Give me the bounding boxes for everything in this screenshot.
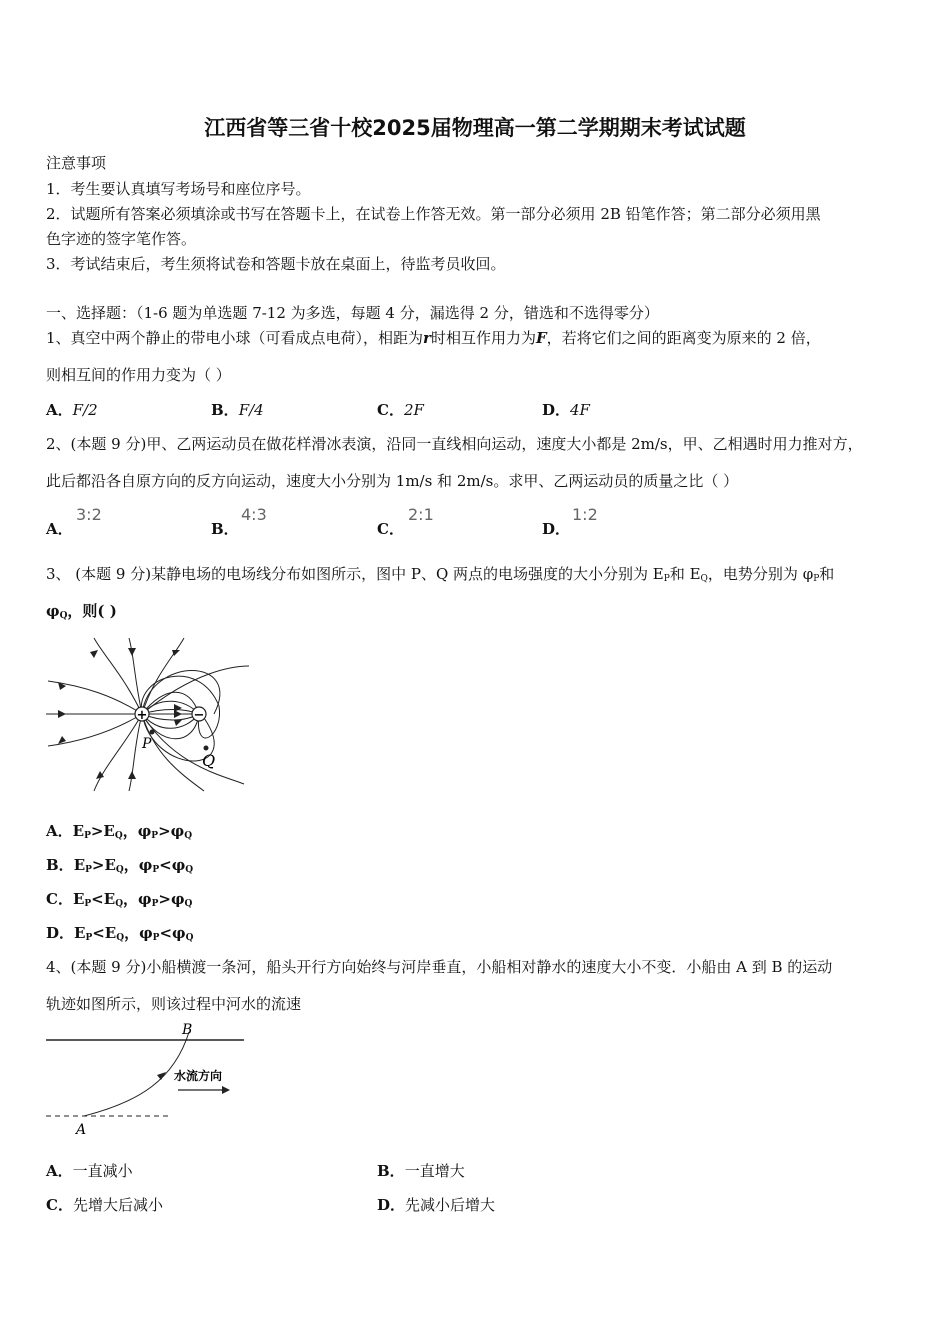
q3-option-c[interactable]: [46, 888, 192, 909]
q4-option-b[interactable]: [377, 1160, 465, 1181]
negative-charge-label: −: [193, 708, 205, 723]
q1-option-a[interactable]: [46, 399, 98, 420]
q1-option-c[interactable]: [377, 399, 424, 420]
electric-field-figure: [44, 636, 249, 794]
subscript: P: [85, 865, 92, 875]
subscript: P: [152, 865, 160, 875]
point-q-label: Q: [202, 751, 216, 770]
q3-text: 3、 (本题 9 分)某静电场的电场线分布如图所示，图中 P、Q 两点的电场强度的大小分别为 E: [46, 565, 664, 583]
option-text: <E: [92, 924, 117, 942]
point-p-label: P: [142, 736, 152, 752]
option-value: 先减小后增大: [405, 1196, 496, 1214]
option-label: C．: [46, 1196, 73, 1214]
q2-option-b-value: 4:3: [241, 505, 267, 524]
subscript: P: [813, 574, 820, 584]
q3-text: ，电势分别为 φ: [707, 565, 814, 583]
subscript: P: [151, 899, 159, 909]
option-value: 先增大后减小: [72, 1196, 163, 1214]
q2-option-a-value: 3:2: [76, 505, 102, 524]
subscript: P: [84, 899, 92, 909]
q2-option-d[interactable]: [542, 518, 570, 539]
flow-arrow-head: [222, 1086, 230, 1094]
question-3-stem: [46, 563, 834, 584]
option-label: D．: [377, 1196, 406, 1214]
q1-text: ，若将它们之间的距离变为原来的 2 倍，: [546, 329, 821, 347]
option-label: A．: [46, 1162, 73, 1180]
q2-option-b[interactable]: [211, 518, 239, 539]
subscript: Q: [184, 899, 193, 909]
subscript: P: [152, 933, 160, 943]
q1-text: 1、真空中两个静止的带电小球（可看成点电荷），相距为: [46, 329, 424, 347]
question-3-stem-line2: [46, 600, 117, 621]
subscript: Q: [114, 831, 123, 841]
option-value: F/2: [72, 401, 98, 419]
notice-item: 1．考生要认真填写考场号和座位序号。: [46, 180, 311, 198]
subscript: P: [151, 831, 159, 841]
q2-option-c[interactable]: [377, 518, 404, 539]
field-line: [142, 666, 249, 714]
flow-direction-label: 水流方向: [174, 1069, 223, 1083]
q1-var-r: r: [423, 329, 431, 347]
notice-item: 3．考试结束后，考生须将试卷和答题卡放在桌面上，待监考员收回。: [46, 255, 506, 273]
question-4-stem-line2: 轨迹如图所示，则该过程中河水的流速: [46, 995, 302, 1013]
trajectory-arrow: [157, 1072, 166, 1080]
question-1-stem-line2: 则相互间的作用力变为（ ）: [46, 366, 231, 384]
river-crossing-figure: [44, 1020, 254, 1140]
option-text: >φ: [158, 890, 185, 908]
q3-text: 和: [819, 565, 835, 583]
q3-text: ，则( ): [67, 602, 117, 620]
q4-option-a[interactable]: [46, 1160, 133, 1181]
option-value: 一直减小: [72, 1162, 133, 1180]
option-label: A．: [46, 520, 73, 538]
option-label: B．: [211, 401, 239, 419]
notice-item: 2．试题所有答案必须填涂或书写在答题卡上，在试卷上作答无效。第一部分必须用 2B 铅笔作答；第二部分必须用黑: [46, 205, 821, 223]
q2-option-c-value: 2:1: [408, 505, 434, 524]
field-line: [142, 714, 244, 784]
option-label: C．: [46, 890, 73, 908]
option-value: 4F: [570, 401, 590, 419]
subscript: P: [663, 574, 670, 584]
question-2-stem-line2: 此后都沿各自原方向的反方向运动，速度大小分别为 1m/s 和 2m/s。求甲、乙两运动员的质量之比（ ）: [46, 472, 739, 490]
point-b-label: B: [182, 1022, 193, 1038]
q4-option-c[interactable]: [46, 1194, 163, 1215]
question-2-stem: 2、(本题 9 分)甲、乙两运动员在做花样滑冰表演，沿同一直线相向运动，速度大小都是 2m/s，甲、乙相遇时用力推对方，: [46, 435, 863, 453]
subscript: P: [85, 933, 93, 943]
q3-option-b[interactable]: [46, 854, 193, 875]
section-heading: 一、选择题：（1-6 题为单选题 7-12 为多选，每题 4 分，漏选得 2 分，错选和不选得零分）: [46, 304, 659, 322]
field-line: [142, 714, 204, 791]
point-q-dot: [204, 746, 209, 751]
option-text: >φ: [158, 822, 185, 840]
q3-text: 和 E: [669, 565, 701, 583]
option-text: E: [72, 822, 85, 840]
option-value: 一直增大: [404, 1162, 465, 1180]
field-line: [142, 710, 199, 715]
question-1-stem: [46, 327, 821, 348]
subscript: Q: [184, 831, 193, 841]
subscript: Q: [700, 574, 708, 584]
option-text: ，φ: [123, 890, 152, 908]
option-text: <φ: [159, 856, 186, 874]
q1-option-d[interactable]: [542, 399, 590, 420]
q2-option-a[interactable]: [46, 518, 73, 539]
option-label: A．: [46, 822, 73, 840]
q3-option-d[interactable]: [46, 922, 193, 943]
option-text: <φ: [159, 924, 186, 942]
option-text: >E: [91, 856, 116, 874]
subscript: Q: [185, 865, 194, 875]
q3-option-a[interactable]: [46, 820, 192, 841]
option-text: E: [72, 890, 85, 908]
option-label: C．: [377, 520, 404, 538]
q4-option-d[interactable]: [377, 1194, 495, 1215]
option-text: ，φ: [123, 856, 153, 874]
subscript: Q: [59, 611, 68, 621]
question-4-stem: 4、(本题 9 分)小船横渡一条河，船头开行方向始终与河岸垂直，小船相对静水的速度大小不变．小船由 A 到 B 的运动: [46, 958, 833, 976]
option-label: D．: [46, 924, 75, 942]
q2-option-d-value: 1:2: [572, 505, 598, 524]
option-value: 2F: [403, 401, 424, 419]
subscript: Q: [185, 933, 194, 943]
option-text: ，φ: [124, 924, 153, 942]
q1-text: 时相互作用力为: [430, 329, 536, 347]
point-a-label: A: [76, 1122, 87, 1138]
option-label: C．: [377, 401, 404, 419]
subscript: Q: [115, 865, 124, 875]
option-label: B．: [211, 520, 239, 538]
q1-var-f: F: [535, 329, 547, 347]
option-text: ，φ: [122, 822, 152, 840]
option-text: >E: [90, 822, 115, 840]
notice-heading: 注意事项: [46, 154, 107, 172]
q1-option-b[interactable]: [211, 399, 264, 420]
point-p-dot: [150, 730, 155, 735]
option-label: D．: [542, 401, 571, 419]
page-title: 江西省等三省十校2025届物理高一第二学期期末考试试题: [204, 116, 746, 140]
option-label: D．: [542, 520, 571, 538]
option-label: A．: [46, 401, 73, 419]
option-label: B．: [46, 856, 74, 874]
subscript: P: [84, 831, 91, 841]
subscript: Q: [116, 933, 125, 943]
positive-charge-label: +: [136, 708, 148, 723]
q3-text: φ: [46, 602, 60, 620]
option-value: F/4: [238, 401, 264, 419]
option-label: B．: [377, 1162, 405, 1180]
option-text: <E: [91, 890, 116, 908]
option-text: E: [73, 856, 86, 874]
field-line: [142, 692, 199, 714]
option-text: E: [74, 924, 86, 942]
notice-item: 色字迹的签字笔作答。: [46, 230, 197, 248]
field-line: [142, 714, 199, 720]
subscript: Q: [115, 899, 124, 909]
